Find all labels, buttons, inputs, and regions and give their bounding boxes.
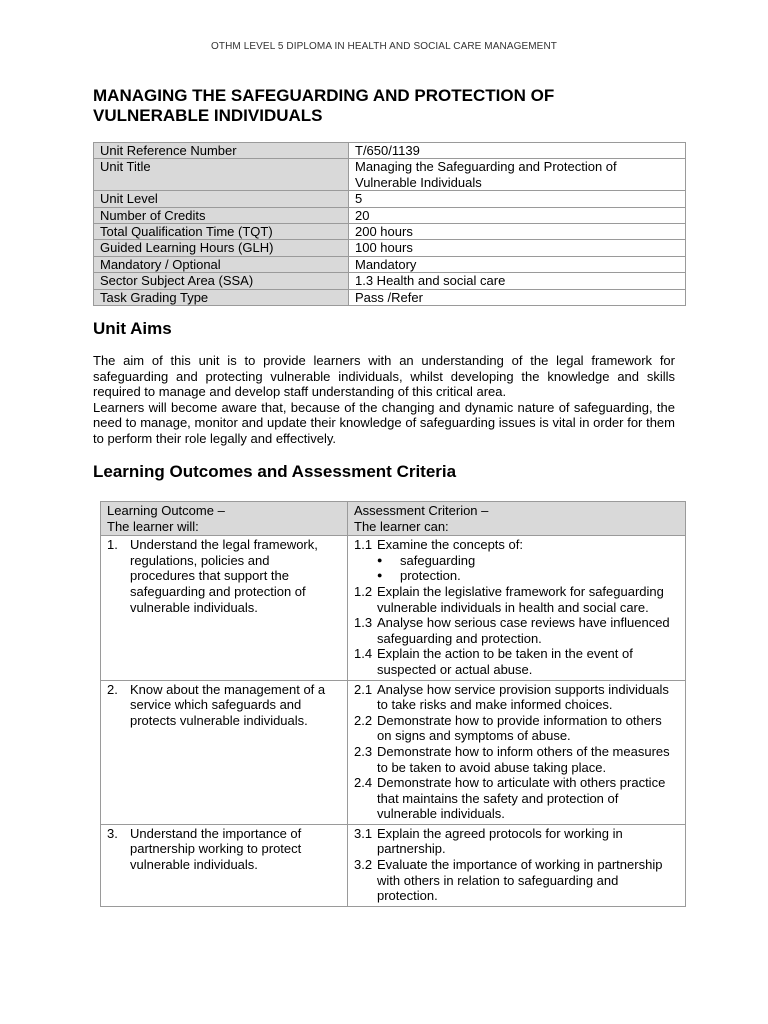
info-value: 100 hours — [349, 240, 686, 256]
title-line-2: VULNERABLE INDIVIDUALS — [93, 106, 323, 125]
table-row — [94, 224, 686, 240]
criterion — [354, 584, 679, 615]
table-row — [94, 273, 686, 289]
criterion — [354, 775, 679, 822]
info-key: Unit Reference Number — [94, 143, 349, 159]
unit-aims-heading: Unit Aims — [93, 319, 172, 338]
criterion-text: Analyse how service provision supports individuals to take risks and make informed choices. — [377, 681, 669, 713]
header-line: The learner will: — [107, 518, 199, 534]
outcome-text: Understand the importance of partnership working to protect vulnerable individuals. — [130, 825, 302, 873]
criterion-text: Explain the agreed protocols for working in partnership. — [377, 825, 623, 857]
criterion-text: Demonstrate how to inform others of the measures to be taken to avoid abuse taking place. — [377, 743, 670, 775]
info-key: Sector Subject Area (SSA) — [94, 273, 349, 289]
outcome-text: Know about the management of a service which safeguards and protects vulnerable individuals. — [130, 681, 326, 728]
info-key: Guided Learning Hours (GLH) — [94, 240, 349, 256]
learning-outcomes-table — [100, 501, 686, 907]
info-key: Task Grading Type — [94, 289, 349, 305]
info-value: T/650/1139 — [349, 143, 686, 159]
table-row — [94, 240, 686, 256]
criterion-number: 1.1 — [354, 537, 373, 553]
running-header: OTHM LEVEL 5 DIPLOMA IN HEALTH AND SOCIAL CARE MANAGEMENT — [211, 41, 557, 52]
info-key: Unit Title — [94, 159, 349, 191]
criterion-bullets — [354, 553, 679, 584]
header-line: The learner can: — [354, 518, 449, 534]
list-item — [377, 553, 679, 569]
criterion-text: Analyse how serious case reviews have influenced safeguarding and protection. — [377, 615, 670, 646]
table-row — [94, 143, 686, 159]
table-row — [94, 256, 686, 272]
learning-outcome-cell — [101, 536, 348, 680]
criterion-number: 3.2 — [354, 857, 373, 873]
criterion-number: 1.4 — [354, 646, 373, 662]
bullet-icon: ● — [377, 570, 383, 581]
title-line-1: MANAGING THE SAFEGUARDING AND PROTECTION OF — [93, 86, 555, 105]
header-line: Assessment Criterion – — [354, 503, 489, 518]
criterion-number: 2.3 — [354, 743, 373, 759]
info-value: 5 — [349, 191, 686, 207]
criterion-number: 2.1 — [354, 681, 373, 697]
table-row — [94, 207, 686, 223]
outcome-number: 1. — [107, 537, 118, 553]
column-header-criterion — [348, 502, 686, 536]
outcome-text: Understand the legal framework, regulations, policies and procedures that support the safeguarding and protection of vulnerable individuals. — [130, 537, 318, 615]
info-value: Mandatory — [349, 256, 686, 272]
learning-outcome-cell — [101, 680, 348, 824]
document-title — [93, 86, 693, 126]
aims-paragraph: Learners will become aware that, because of the changing and dynamic nature of safeguarding, the need to manage, monitor and update their knowledge of safeguarding issues is vital in order for them to perform their role legally and effectively. — [93, 399, 675, 446]
criterion — [354, 826, 679, 857]
unit-info-table — [93, 142, 686, 306]
criterion-text: Examine the concepts of: — [377, 537, 523, 553]
info-key: Number of Credits — [94, 207, 349, 223]
outcome-number: 2. — [107, 681, 118, 697]
table-row — [94, 289, 686, 305]
info-key: Unit Level — [94, 191, 349, 207]
column-header-outcome — [101, 502, 348, 536]
criterion-number: 3.1 — [354, 825, 373, 841]
criterion-number: 2.2 — [354, 712, 373, 728]
table-row — [101, 536, 686, 680]
unit-aims-body — [93, 353, 675, 447]
table-header-row — [101, 502, 686, 536]
bullet-icon: ● — [377, 554, 383, 565]
bullet-text: protection. — [400, 568, 461, 584]
learning-outcome-cell — [101, 824, 348, 906]
info-value: Pass /Refer — [349, 289, 686, 305]
criterion-number: 1.3 — [354, 615, 373, 631]
info-key: Mandatory / Optional — [94, 256, 349, 272]
bullet-text: safeguarding — [400, 552, 476, 568]
table-row — [94, 191, 686, 207]
criterion-number: 2.4 — [354, 775, 373, 791]
criterion-text: Demonstrate how to provide information to others on signs and symptoms of abuse. — [377, 712, 662, 744]
header-line: Learning Outcome – — [107, 503, 225, 518]
aims-paragraph: The aim of this unit is to provide learners with an understanding of the legal framework for safeguarding and protecting vulnerable individuals, whilst developing the knowledge and skills required to manage and develop staff understanding of this critical area. — [93, 353, 675, 400]
table-row — [101, 824, 686, 906]
assessment-criteria-cell — [348, 680, 686, 824]
criterion-text: Demonstrate how to articulate with others practice that maintains the safety and protection of vulnerable individuals. — [377, 775, 666, 822]
assessment-criteria-cell — [348, 536, 686, 680]
criterion-text: Explain the action to be taken in the event of suspected or actual abuse. — [377, 646, 633, 677]
table-row — [94, 159, 686, 191]
info-key: Total Qualification Time (TQT) — [94, 224, 349, 240]
list-item — [377, 568, 679, 584]
info-value: 20 — [349, 207, 686, 223]
outcome-number: 3. — [107, 825, 118, 841]
criterion-text: Explain the legislative framework for safeguarding vulnerable individuals in health and social care. — [377, 583, 664, 615]
criterion — [354, 857, 679, 904]
criterion — [354, 615, 679, 646]
criterion-text: Evaluate the importance of working in partnership with others in relation to safeguarding and protection. — [377, 857, 663, 904]
table-row — [101, 680, 686, 824]
criterion — [354, 537, 679, 553]
learning-outcomes-heading: Learning Outcomes and Assessment Criteria — [93, 462, 457, 481]
criterion-number: 1.2 — [354, 583, 373, 599]
info-value: 1.3 Health and social care — [349, 273, 686, 289]
info-value: Managing the Safeguarding and Protection of Vulnerable Individuals — [349, 159, 686, 191]
criterion — [354, 682, 679, 713]
info-value: 200 hours — [349, 224, 686, 240]
criterion — [354, 744, 679, 775]
assessment-criteria-cell — [348, 824, 686, 906]
criterion — [354, 646, 679, 677]
criterion — [354, 713, 679, 744]
